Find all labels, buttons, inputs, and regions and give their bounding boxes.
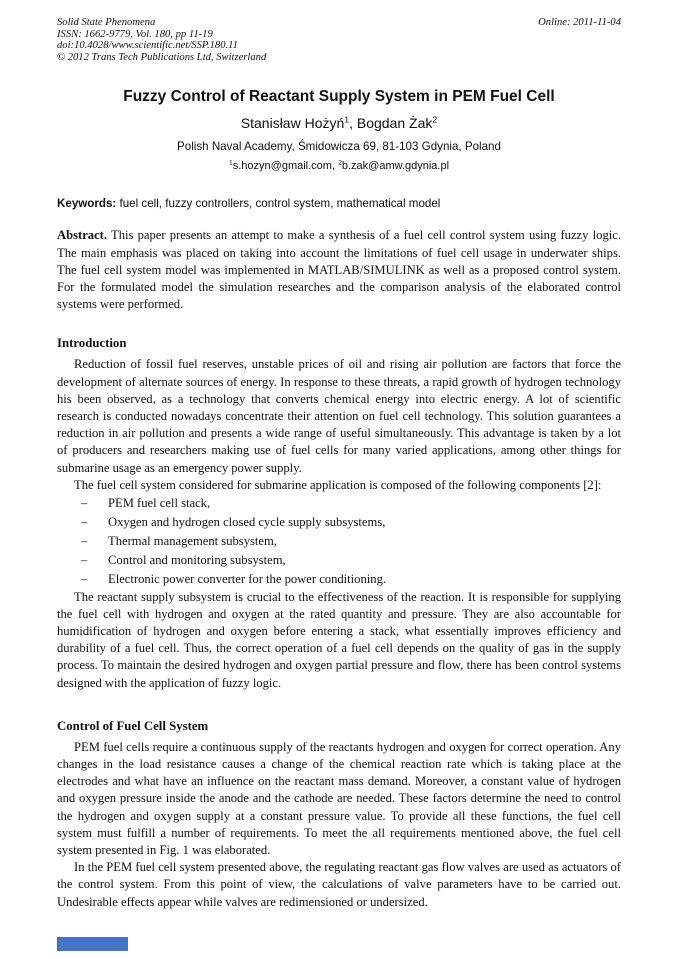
author-1-name: Stanisław Hożyń — [240, 115, 345, 132]
journal-copyright-line: © 2012 Trans Tech Publications Ltd, Switzerland — [57, 51, 267, 63]
list-item — [81, 551, 621, 570]
authors-line — [57, 114, 621, 132]
intro-paragraph-2: The fuel cell system considered for submarine application is composed of the following components [2]: — [74, 477, 602, 492]
list-item-text: Thermal management subsystem, — [108, 533, 277, 548]
list-item-text: Control and monitoring subsystem, — [108, 552, 286, 567]
email-1-address: s.hozyn@gmail.com — [232, 160, 332, 173]
author-2-name: Bogdan Żak — [356, 115, 433, 132]
journal-name: Solid State Phenomena — [57, 17, 156, 28]
list-item-text: Oxygen and hydrogen closed cycle supply subsystems, — [108, 514, 386, 529]
keywords-label: Keywords: — [57, 197, 117, 211]
list-item — [81, 532, 621, 551]
online-date: Online: 2011-11-04 — [538, 17, 621, 28]
intro-paragraph-1: Reduction of fossil fuel reserves, unstable prices of oil and rising air pollution are factors that force the development of alternate sources of energy. In response to these threats, a rapid growth of hydrogen technology his been observed, as a technology that converts chemical energy into electric energy. A lot of scientific research is conducted nowadays concentrate their attention on fuel cell technology. This solution guarantees a reduction in air pollution and presents a wide range of useful simultaneously. This advantage is taken by a lot of producers and researchers making use of fuel cells for many varied applications, among other things for submarine usage as an emergency power supply. — [57, 357, 621, 475]
journal-doi-line: doi:10.4028/www.scientific.net/SSP.180.11 — [57, 40, 238, 52]
keywords-text: fuel cell, fuzzy controllers, control system, mathematical model — [116, 197, 441, 211]
section-heading-control: Control of Fuel Cell System — [57, 718, 209, 733]
dash-marker: – — [81, 552, 88, 567]
authors-separator: , — [349, 115, 357, 132]
affiliation-line: Polish Naval Academy, Śmidowicza 69, 81-103 Gdynia, Poland — [177, 140, 501, 154]
abstract-paragraph — [57, 227, 621, 313]
author-2-affiliation-mark: 2 — [432, 114, 438, 125]
list-item-text: Electronic power converter for the power conditioning. — [108, 571, 387, 586]
emails-separator: , — [331, 160, 339, 173]
journal-issn-line: ISSN: 1662-9779, Vol. 180, pp 11-19 — [57, 28, 213, 40]
abstract-label: Abstract. — [57, 228, 108, 243]
list-item — [81, 570, 621, 589]
dash-marker: – — [81, 496, 88, 511]
emails-line — [57, 160, 621, 173]
section-heading-introduction: Introduction — [57, 336, 127, 351]
control-paragraph-2: In the PEM fuel cell system presented above, the regulating reactant gas flow valves are used as actuators of the control system. From this point of view, the calculations of valve parameters have to be carried out. Undesirable effects appear while valves are redimensioned or undersized. — [57, 860, 621, 909]
author-1-affiliation-mark: 1 — [344, 114, 350, 125]
list-item — [81, 513, 621, 532]
intro-paragraph-3: The reactant supply subsystem is crucial to the effectiveness of the reaction. It is responsible for supplying the fuel cell with hydrogen and oxygen at the rated quantity and pressure. They are also accountable for humidification of hydrogen and oxygen before entering a stack, what essentially improves efficiency and durability of a fuel cell. Thus, the correct operation of a fuel cell depends on the quality of gas in the supply process. To maintain the desired hydrogen and oxygen partial pressure and flow, there has been control systems designed with the application of fuzzy logic. — [57, 589, 621, 690]
dash-marker: – — [81, 533, 88, 548]
control-paragraph-1: PEM fuel cells require a continuous supply of the reactants hydrogen and oxygen for correct operation. Any changes in the load resistance causes a change of the chemical reaction rate which is taking place at the electrodes and what have an influence on the reactant mass demand. Moreover, a constant value of hydrogen and oxygen pressure inside the anode and the cathode are needed. These factors determine the need to control the hydrogen and oxygen supply at a constant pressure value. To provide all these functions, the fuel cell system must fulfill a number of requirements. To meet the all requirements mentioned above, the fuel cell system presented in Fig. 1 was elaborated. — [57, 739, 621, 857]
paper-title: Fuzzy Control of Reactant Supply System in PEM Fuel Cell — [123, 88, 555, 106]
components-list — [57, 494, 621, 589]
journal-header-left — [57, 17, 266, 63]
keywords-line — [57, 197, 621, 211]
dash-marker: – — [81, 571, 88, 586]
email-1-mark: 1 — [228, 159, 233, 167]
journal-header — [57, 17, 621, 63]
list-item — [81, 494, 621, 513]
dash-marker: – — [81, 514, 88, 529]
abstract-text: This paper presents an attempt to make a synthesis of a fuel cell control system using fuzzy logic. The main emphasis was placed on taking into account the limitations of fuel cell usage in underwater ships. The fuel cell system model was implemented in MATLAB/SIMULINK as well as a proposed control system. For the formulated model the simulation researches and the comparison analysis of the elaborated control systems were performed. — [57, 228, 621, 312]
email-2-mark: 2 — [338, 159, 342, 167]
footer-highlight-bar — [57, 937, 128, 951]
list-item-text: PEM fuel cell stack, — [108, 496, 211, 511]
email-2-address: b.zak@amw.gdynia.pl — [341, 160, 450, 173]
